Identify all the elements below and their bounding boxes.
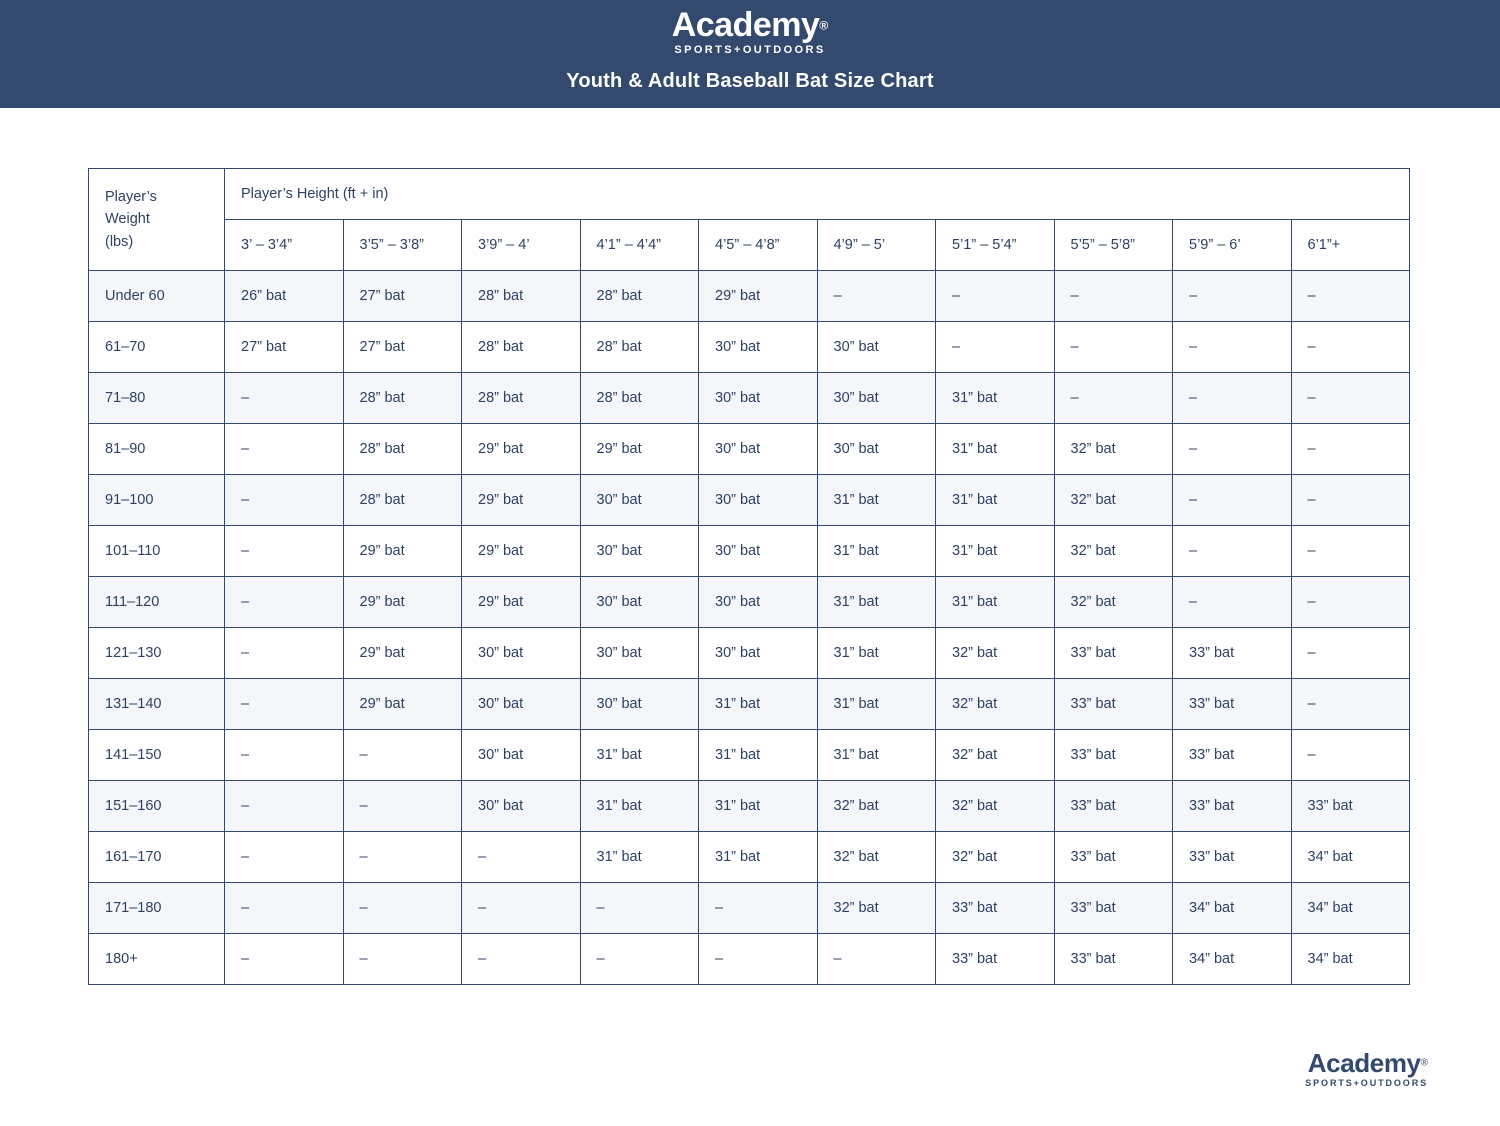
row-label: 151–160 xyxy=(89,781,225,832)
cell: 31” bat xyxy=(580,832,699,883)
cell: 33” bat xyxy=(1054,781,1173,832)
cell: – xyxy=(1291,271,1410,322)
cell: 30” bat xyxy=(580,475,699,526)
row-label: 171–180 xyxy=(89,883,225,934)
row-label: 81–90 xyxy=(89,424,225,475)
cell: 34” bat xyxy=(1173,934,1292,985)
corner-header-weight xyxy=(89,169,225,271)
cell: 31” bat xyxy=(817,628,936,679)
cell: – xyxy=(225,526,344,577)
cell: – xyxy=(1291,628,1410,679)
cell: 30” bat xyxy=(699,373,818,424)
cell: – xyxy=(343,730,462,781)
cell: – xyxy=(1291,679,1410,730)
cell: – xyxy=(817,934,936,985)
cell: 28” bat xyxy=(580,322,699,373)
cell: 32” bat xyxy=(1054,475,1173,526)
cell: 30” bat xyxy=(699,526,818,577)
cell: 29” bat xyxy=(580,424,699,475)
cell: 30” bat xyxy=(462,781,581,832)
row-label: 71–80 xyxy=(89,373,225,424)
cell: 30” bat xyxy=(699,322,818,373)
cell: – xyxy=(1291,577,1410,628)
row-label: 101–110 xyxy=(89,526,225,577)
cell: – xyxy=(225,577,344,628)
table-row xyxy=(89,628,1410,679)
cell: – xyxy=(1291,730,1410,781)
cell: 28” bat xyxy=(462,322,581,373)
cell: 27” bat xyxy=(343,322,462,373)
cell: – xyxy=(225,832,344,883)
cell: 33” bat xyxy=(1173,730,1292,781)
cell: 33” bat xyxy=(1054,883,1173,934)
cell: 33” bat xyxy=(1173,628,1292,679)
cell: – xyxy=(1173,322,1292,373)
corner-line-2: Weight xyxy=(105,211,150,228)
cell: – xyxy=(580,883,699,934)
page-header xyxy=(0,0,1500,108)
cell: 31” bat xyxy=(936,424,1055,475)
footer-registered-icon: ® xyxy=(1420,1057,1428,1069)
table-row xyxy=(89,271,1410,322)
cell: 31” bat xyxy=(936,373,1055,424)
brand-wordmark xyxy=(672,8,829,42)
cell: 27” bat xyxy=(343,271,462,322)
footer-brand-name: Academy xyxy=(1307,1048,1421,1078)
column-header-9: 6’1”+ xyxy=(1291,220,1410,271)
cell: – xyxy=(699,934,818,985)
brand-name: Academy xyxy=(671,6,820,44)
cell: 31” bat xyxy=(699,679,818,730)
cell: 34” bat xyxy=(1173,883,1292,934)
cell: 31” bat xyxy=(936,577,1055,628)
column-header-1: 3’5” – 3’8” xyxy=(343,220,462,271)
table-row xyxy=(89,832,1410,883)
cell: – xyxy=(225,424,344,475)
cell: – xyxy=(462,832,581,883)
cell: – xyxy=(343,781,462,832)
row-label: 131–140 xyxy=(89,679,225,730)
cell: 31” bat xyxy=(817,730,936,781)
cell: – xyxy=(1054,271,1173,322)
row-label: 61–70 xyxy=(89,322,225,373)
table-row xyxy=(89,373,1410,424)
cell: 29” bat xyxy=(699,271,818,322)
cell: – xyxy=(1291,424,1410,475)
cell: 31” bat xyxy=(817,577,936,628)
table-row xyxy=(89,424,1410,475)
cell: 33” bat xyxy=(936,883,1055,934)
cell: 30” bat xyxy=(462,679,581,730)
cell: – xyxy=(1291,373,1410,424)
corner-line-3: (lbs) xyxy=(105,233,134,250)
cell: 27” bat xyxy=(225,322,344,373)
row-label: 91–100 xyxy=(89,475,225,526)
cell: 34” bat xyxy=(1291,883,1410,934)
cell: 31” bat xyxy=(817,526,936,577)
cell: 29” bat xyxy=(343,577,462,628)
column-header-8: 5’9” – 6’ xyxy=(1173,220,1292,271)
cell: 32” bat xyxy=(1054,424,1173,475)
cell: 32” bat xyxy=(936,781,1055,832)
cell: – xyxy=(462,883,581,934)
cell: 26” bat xyxy=(225,271,344,322)
cell: 29” bat xyxy=(343,526,462,577)
cell: – xyxy=(1173,526,1292,577)
cell: 32” bat xyxy=(817,832,936,883)
cell: 29” bat xyxy=(462,475,581,526)
column-header-2: 3’9” – 4’ xyxy=(462,220,581,271)
cell: 32” bat xyxy=(1054,577,1173,628)
cell: 30” bat xyxy=(580,526,699,577)
cell: – xyxy=(936,322,1055,373)
cell: – xyxy=(1173,424,1292,475)
cell: 28” bat xyxy=(580,271,699,322)
cell: – xyxy=(343,832,462,883)
cell: 33” bat xyxy=(1173,832,1292,883)
cell: 33” bat xyxy=(1054,934,1173,985)
cell: 33” bat xyxy=(1054,628,1173,679)
row-label: 161–170 xyxy=(89,832,225,883)
footer-brand-tagline: SPORTS+OUTDOORS xyxy=(1305,1078,1428,1088)
cell: 28” bat xyxy=(343,424,462,475)
cell: 30” bat xyxy=(580,679,699,730)
column-header-3: 4’1” – 4’4” xyxy=(580,220,699,271)
cell: 32” bat xyxy=(936,628,1055,679)
cell: 28” bat xyxy=(343,373,462,424)
row-label: 121–130 xyxy=(89,628,225,679)
cell: 29” bat xyxy=(343,679,462,730)
cell: – xyxy=(936,271,1055,322)
cell: 33” bat xyxy=(1291,781,1410,832)
column-header-4: 4’5” – 4’8” xyxy=(699,220,818,271)
cell: 29” bat xyxy=(462,526,581,577)
row-label: 141–150 xyxy=(89,730,225,781)
cell: 34” bat xyxy=(1291,832,1410,883)
cell: 33” bat xyxy=(1173,679,1292,730)
cell: – xyxy=(225,373,344,424)
table-row xyxy=(89,526,1410,577)
cell: – xyxy=(1054,322,1173,373)
cell: – xyxy=(343,934,462,985)
cell: – xyxy=(580,934,699,985)
cell: – xyxy=(225,628,344,679)
table-row xyxy=(89,577,1410,628)
column-header-0: 3’ – 3’4” xyxy=(225,220,344,271)
row-label: 180+ xyxy=(89,934,225,985)
cell: 31” bat xyxy=(936,475,1055,526)
cell: 30” bat xyxy=(699,628,818,679)
cell: – xyxy=(1291,526,1410,577)
cell: 30” bat xyxy=(817,373,936,424)
cell: 33” bat xyxy=(936,934,1055,985)
row-label: Under 60 xyxy=(89,271,225,322)
cell: 28” bat xyxy=(462,271,581,322)
cell: 32” bat xyxy=(1054,526,1173,577)
cell: 32” bat xyxy=(817,883,936,934)
cell: 30” bat xyxy=(817,424,936,475)
cell: – xyxy=(817,271,936,322)
cell: 31” bat xyxy=(817,679,936,730)
table-row xyxy=(89,883,1410,934)
cell: 30” bat xyxy=(817,322,936,373)
cell: 30” bat xyxy=(462,730,581,781)
cell: 32” bat xyxy=(936,679,1055,730)
cell: 28” bat xyxy=(580,373,699,424)
cell: 32” bat xyxy=(817,781,936,832)
group-header-height: Player’s Height (ft + in) xyxy=(225,169,1410,220)
bat-size-table-container xyxy=(88,168,1410,985)
row-label: 111–120 xyxy=(89,577,225,628)
cell: 31” bat xyxy=(699,730,818,781)
cell: 28” bat xyxy=(343,475,462,526)
cell: 32” bat xyxy=(936,832,1055,883)
academy-logo-header xyxy=(672,8,829,56)
cell: – xyxy=(1291,322,1410,373)
cell: 30” bat xyxy=(699,424,818,475)
cell: 30” bat xyxy=(699,475,818,526)
cell: – xyxy=(699,883,818,934)
cell: 30” bat xyxy=(462,628,581,679)
cell: 30” bat xyxy=(580,628,699,679)
footer-wordmark xyxy=(1305,1050,1428,1076)
cell: – xyxy=(225,883,344,934)
table-head xyxy=(89,169,1410,271)
cell: – xyxy=(225,934,344,985)
brand-registered-icon: ® xyxy=(819,18,829,33)
table-row xyxy=(89,730,1410,781)
cell: 33” bat xyxy=(1173,781,1292,832)
table-row xyxy=(89,679,1410,730)
cell: – xyxy=(225,475,344,526)
column-header-7: 5’5” – 5’8” xyxy=(1054,220,1173,271)
table-header-row-group xyxy=(89,169,1410,220)
cell: 33” bat xyxy=(1054,832,1173,883)
cell: 31” bat xyxy=(580,781,699,832)
cell: 31” bat xyxy=(699,781,818,832)
bat-size-table xyxy=(88,168,1410,985)
cell: – xyxy=(1054,373,1173,424)
cell: – xyxy=(462,934,581,985)
table-body xyxy=(89,271,1410,985)
cell: – xyxy=(1173,475,1292,526)
table-row xyxy=(89,475,1410,526)
table-row xyxy=(89,934,1410,985)
cell: 34” bat xyxy=(1291,934,1410,985)
page-title: Youth & Adult Baseball Bat Size Chart xyxy=(566,70,934,92)
cell: – xyxy=(1291,475,1410,526)
cell: 28” bat xyxy=(462,373,581,424)
cell: 30” bat xyxy=(580,577,699,628)
cell: – xyxy=(225,730,344,781)
cell: 31” bat xyxy=(580,730,699,781)
academy-logo-footer xyxy=(1305,1050,1428,1088)
cell: – xyxy=(343,883,462,934)
cell: – xyxy=(1173,577,1292,628)
cell: – xyxy=(1173,271,1292,322)
cell: – xyxy=(1173,373,1292,424)
cell: 29” bat xyxy=(462,424,581,475)
table-row xyxy=(89,781,1410,832)
cell: – xyxy=(225,679,344,730)
cell: 33” bat xyxy=(1054,679,1173,730)
cell: 31” bat xyxy=(817,475,936,526)
table-row xyxy=(89,322,1410,373)
cell: 32” bat xyxy=(936,730,1055,781)
corner-line-1: Player’s xyxy=(105,188,157,205)
table-header-row-columns xyxy=(89,220,1410,271)
cell: – xyxy=(225,781,344,832)
cell: 31” bat xyxy=(699,832,818,883)
cell: 30” bat xyxy=(699,577,818,628)
column-header-5: 4’9” – 5’ xyxy=(817,220,936,271)
brand-tagline: SPORTS+OUTDOORS xyxy=(674,44,826,56)
cell: 33” bat xyxy=(1054,730,1173,781)
cell: 29” bat xyxy=(462,577,581,628)
cell: 31” bat xyxy=(936,526,1055,577)
cell: 29” bat xyxy=(343,628,462,679)
column-header-6: 5’1” – 5’4” xyxy=(936,220,1055,271)
